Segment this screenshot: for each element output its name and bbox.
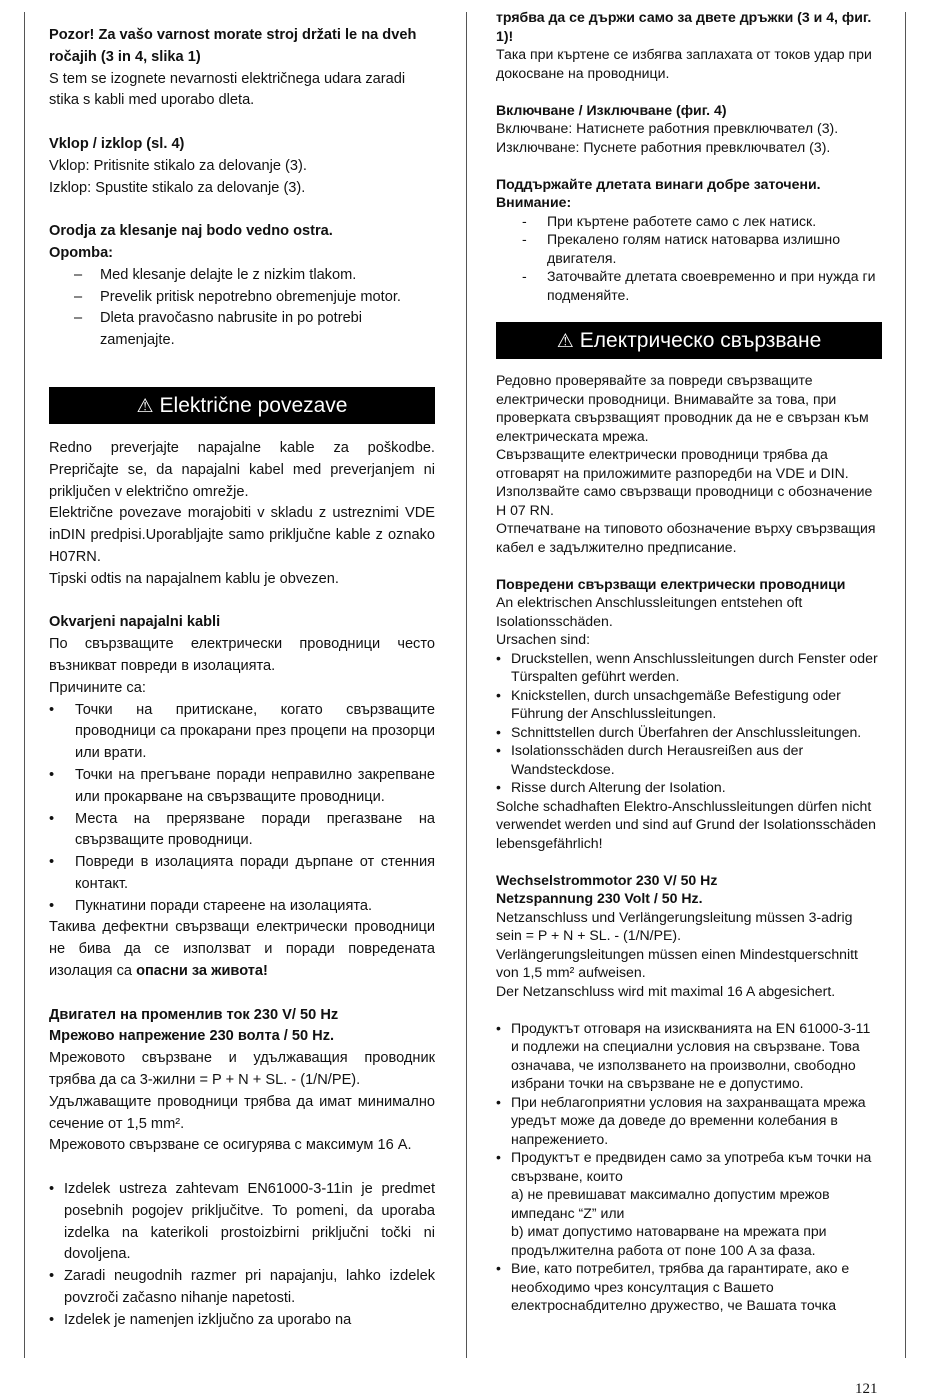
electrical-connections-banner [49,387,435,424]
list-item: - Заточвайте длетата своевременно и при нужда ги подменяйте. [522,268,876,303]
continued-heading: трябва да се държи само за двете дръжки (3 и 4, фиг. 1)! [496,9,872,44]
switch-heading: Vklop / izklop (sl. 4) [49,135,185,152]
causes-label: Причините са: [49,679,146,696]
connection-paragraph: Редовно проверявайте за повреди свързващите електрически проводници. Внимавайте за това, при проверката свързващият проводник да не е свързан към електрическата мрежа. [496,372,869,444]
right-margin-rule [905,12,906,1358]
list-item: • Isolationsschäden durch Herausreißen aus der Wandsteckdose. [496,742,804,777]
list-item: • Места на прерязване поради прегазване на свързващите проводници. [49,810,435,849]
voltage-heading: Мрежово напрежение 230 волта / 50 Hz. [49,1028,335,1045]
warning-triangle-icon: ⚠ [136,395,154,417]
list-item: • Knickstellen, durch unsachgemäße Befestigung oder Führung der Anschlussleitungen. [496,686,841,721]
attention-list [496,212,882,305]
damaged-intro: An elektrischen Anschlussleitungen entstehen oft Isolationsschäden. [496,594,803,629]
note-list [49,265,435,352]
safety-text: S tem se izognete nevarnosti električnega udara zaradi stika s kabli med uporabo dleta. [49,70,406,109]
causes-list [49,700,435,918]
voltage-heading: Netzspannung 230 Volt / 50 Hz. [496,890,703,906]
product-list [496,1019,882,1315]
list-item: • Schnittstellen durch Überfahren der Anschlussleitungen. [496,723,862,740]
list-item: • Пукнатини поради стареене на изолацията. [49,897,373,914]
usage-option-a: a) не превишават максимално допустим мрежов импеданс “Z” или [511,1186,830,1221]
damaged-intro: По свързващите електрически проводници често възникват повреди в изолацията. [49,636,435,674]
causes-label: Ursachen sind: [496,631,591,647]
motor-paragraph: Netzanschluss und Verlängerungsleitung müssen 3-adrig sein = P + N + SL. - (1/N/PE). [496,908,853,943]
connection-paragraph: Свързващите електрически проводници трябва да отговарят на приложимите разпоредби на VDE и DIN. Използвайте само свързващи проводници с обозначение H 07 RN. [496,446,873,518]
list-item: • Druckstellen, wenn Anschlussleitungen durch Fenster oder Türspalten geführt werden. [496,649,878,684]
tools-heading: Orodja za klesanje naj bodo vedno ostra. [49,223,333,240]
motor-paragraph: Der Netzanschluss wird mit maximal 16 A abgesichert. [496,982,836,999]
safety-heading: Pozor! Za vašo varnost morate stroj držati le na dveh ročajih (3 in 4, slika 1) [49,27,417,65]
warning-triangle-icon: ⚠ [556,331,574,352]
list-item: • Izdelek je namenjen izključno za uporabo na [49,1311,352,1328]
usage-option-b: b) имат допустимо натоварване на мрежата при продължителна работа от поне 100 A за фаза. [511,1223,827,1258]
list-item: • Продуктът е предвиден само за употреба към точки на свързване, които a) не превишават максимално допустим мрежов импеданс “Z” или b) имат допустимо натоварване на мрежата при продължителна работа от поне 100 A за фаза. [496,1148,882,1259]
list-item: – Prevelik pritisk nepotrebno obremenjuje motor. [74,288,401,305]
motor-paragraph: Мрежовото свързване и удължаващия проводник трябва да са 3-жилни = P + N + SL. - (1/N/PE). [49,1050,435,1089]
motor-heading: Двигател на променлив ток 230 V/ 50 Hz [49,1006,339,1023]
product-list [49,1179,435,1332]
motor-paragraph: Удължаващите проводници трябва да имат минимално сечение от 1,5 mm². [49,1093,435,1132]
list-item: • Izdelek ustreza zahtevam EN61000-3-11in je predmet posebnih pogojev priključitve. To pomeni, da uporaba izdelka na katerikoli prostoizbirni priključni točki ni dovoljena. [49,1181,435,1263]
left-column [49,25,435,1332]
banner-title: Електрическо свързване [579,329,822,352]
chisel-heading: Поддържайте длетата винаги добре заточени. [496,175,821,192]
list-item: - Прекалено голям натиск натоварва излишно двигателя. [522,231,841,266]
switch-on-text: Vklop: Pritisnite stikalo za delovanje (3). [49,157,307,174]
switch-on-text: Включване: Натиснете работния превключвател (3). [496,120,839,136]
note-label: Opomba: [49,244,114,261]
right-column [496,8,882,1315]
banner-title: Električne povezave [159,393,348,417]
switch-heading: Включване / Изключване (фиг. 4) [496,101,727,118]
electrical-paragraph: Tipski odtis na napajalnem kablu je obvezen. [49,570,339,587]
list-item: • При неблагоприятни условия на захранващата мрежа уредът може да доведе до временни колебания в напрежението. [496,1093,866,1147]
connection-paragraph: Отпечатване на типовото обозначение върху свързващия кабел е задължително предписание. [496,520,876,555]
continued-text: Така при къртене се избягва заплахата от токов удар при докосване на проводници. [496,46,872,81]
list-item: – Med klesanje delajte le z nizkim tlakom. [74,266,357,283]
usage-intro: Продуктът е предвиден само за употреба към точки на свързване, които [511,1149,872,1184]
list-item: • Вие, като потребител, трябва да гарантирате, ако е необходимо чрез консултация с Вашето електроснабдително дружество, че Вашата точка [496,1260,850,1313]
defective-warning: Solche schadhaften Elektro-Anschlussleitungen dürfen nicht verwendet werden und sind auf Grund der Isolationsschäden lebensgefährlich! [496,797,876,851]
left-margin-rule [24,12,25,1358]
causes-list [496,649,882,797]
list-item: • Zaradi neugodnih razmer pri napajanju, lahko izdelek povzroči začasno nihanje napetosti. [49,1268,435,1307]
motor-paragraph: Мрежовото свързване се осигурява с максимум 16 A. [49,1137,412,1154]
list-item: • Точки на прегъване поради неправилно закрепване или прокарване на свързващите проводници. [49,766,435,805]
electrical-paragraph: Redno preverjajte napajalne kable za poškodbe. Prepričajte se, da napajalni kabel med preverjanjem ni priključen v električno omrežje. [49,439,435,500]
list-item: • Повреди в изолацията поради дърпане от стенния контакт. [49,854,435,892]
electrical-paragraph: Električne povezave morajobiti v skladu z ustreznimi VDE inDIN predpisi.Uporabljajte samo priključne kable z oznako H07RN. [49,505,435,565]
column-divider-rule [466,12,467,1358]
damaged-cables-heading: Повредени свързващи електрически проводници [496,575,846,592]
defective-warning: Такива дефектни свързващи електрически проводници не бива да се използват и поради повредената изолация са опасни за живота! [49,919,435,980]
page-number: 121 [855,1381,878,1397]
attention-label: Внимание: [496,194,572,210]
list-item: - При къртене работете само с лек натиск. [522,212,817,229]
switch-off-text: Izklop: Spustite stikalo za delovanje (3). [49,179,306,196]
list-item: • Точки на притискане, когато свързващите проводници са прокарани през процепи на прозорци или врати. [49,701,435,762]
list-item: • Risse durch Alterung der Isolation. [496,779,726,795]
list-item: • Продуктът отговаря на изискванията на EN 61000-3-11 и подлежи на специални условия на свързване. Това означава, че използването на произволни, свободно избрани точки на свързване не е допустимо. [496,1019,871,1091]
switch-off-text: Изключване: Пуснете работния превключвател (3). [496,138,831,155]
list-item: – Dleta pravočasno nabrusite in po potrebi zamenjajte. [74,310,363,349]
electrical-connection-banner [496,322,882,359]
damaged-cables-heading: Okvarjeni napajalni kabli [49,614,221,631]
motor-heading: Wechselstrommotor 230 V/ 50 Hz [496,871,718,888]
motor-paragraph: Verlängerungsleitungen müssen einen Mindestquerschnitt von 1,5 mm² aufweisen. [496,945,858,980]
